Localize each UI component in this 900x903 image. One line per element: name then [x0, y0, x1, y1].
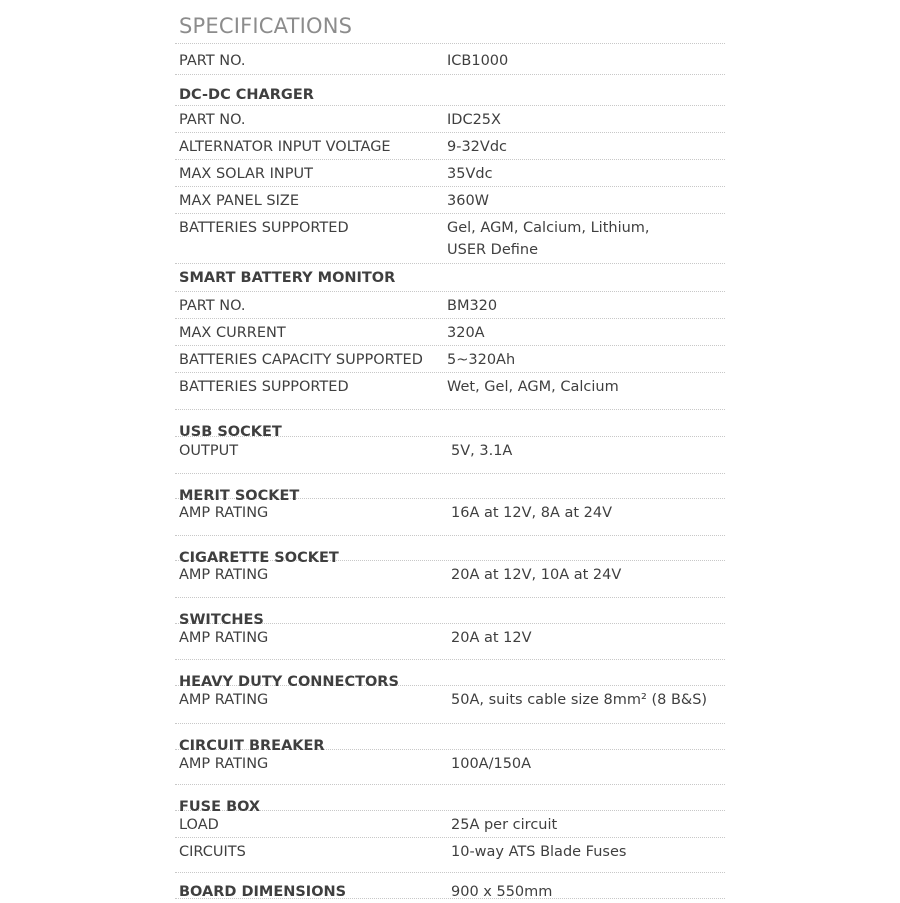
- spec-label: AMP RATING: [179, 692, 269, 708]
- section-heading-row: [175, 660, 725, 690]
- spec-value: 20A at 12V: [451, 630, 532, 646]
- section-heading: CIRCUIT BREAKER: [179, 738, 325, 754]
- spec-value: 100A/150A: [451, 756, 532, 772]
- spec-value: 35Vdc: [447, 166, 493, 182]
- spec-row: [175, 750, 725, 785]
- section-heading-row: [175, 785, 725, 815]
- spec-row: [175, 319, 725, 346]
- section-heading: HEAVY DUTY CONNECTORS: [179, 674, 399, 690]
- spec-value: BM320: [447, 298, 498, 314]
- spec-row: [175, 292, 725, 319]
- section-heading: SWITCHES: [179, 612, 264, 628]
- spec-label: ALTERNATOR INPUT VOLTAGE: [179, 139, 391, 155]
- section-heading: USB SOCKET: [179, 424, 282, 440]
- spec-label: CIRCUITS: [179, 844, 246, 860]
- section-heading-row: [175, 75, 725, 106]
- spec-row: [175, 106, 725, 133]
- spec-row: [175, 187, 725, 214]
- spec-label: PART NO.: [179, 112, 246, 128]
- section-heading: BOARD DIMENSIONS: [179, 884, 347, 900]
- spec-label: MAX SOLAR INPUT: [179, 166, 313, 182]
- spec-row: [175, 561, 725, 598]
- spec-label: AMP RATING: [179, 567, 269, 583]
- section-heading: SMART BATTERY MONITOR: [179, 270, 396, 286]
- spec-value: Wet, Gel, AGM, Calcium: [447, 379, 619, 395]
- spec-value: 320A: [447, 325, 485, 341]
- specifications-title: SPECIFICATIONS: [175, 10, 725, 44]
- spec-rows: [175, 44, 725, 899]
- spec-label: AMP RATING: [179, 756, 269, 772]
- spec-label: LOAD: [179, 817, 219, 833]
- spec-value: 360W: [447, 193, 490, 209]
- spec-label: BATTERIES SUPPORTED: [179, 379, 349, 395]
- spec-label: BATTERIES CAPACITY SUPPORTED: [179, 352, 423, 368]
- spec-row: [175, 160, 725, 187]
- spec-label: OUTPUT: [179, 443, 239, 459]
- spec-label: AMP RATING: [179, 505, 269, 521]
- section-heading-row: [175, 724, 725, 754]
- specifications-sheet: [175, 10, 725, 899]
- spec-value: IDC25X: [447, 112, 501, 128]
- spec-row: [175, 624, 725, 660]
- spec-value: 10-way ATS Blade Fuses: [451, 844, 627, 860]
- spec-value: Gel, AGM, Calcium, Lithium,: [447, 220, 650, 236]
- spec-value: 9-32Vdc: [447, 139, 508, 155]
- section-heading-row: [175, 410, 725, 440]
- section-heading: CIGARETTE SOCKET: [179, 550, 339, 566]
- spec-value: 20A at 12V, 10A at 24V: [451, 567, 622, 583]
- spec-row: [175, 44, 725, 75]
- spec-row: [175, 346, 725, 373]
- section-heading: FUSE BOX: [179, 799, 261, 815]
- spec-label: MAX PANEL SIZE: [179, 193, 299, 209]
- spec-value-continued: USER Define: [447, 242, 538, 258]
- section-heading-row: [175, 474, 725, 504]
- spec-row: [175, 811, 725, 838]
- spec-value: 16A at 12V, 8A at 24V: [451, 505, 613, 521]
- spec-label: PART NO.: [179, 298, 246, 314]
- spec-row: [175, 373, 725, 410]
- spec-value: 900 x 550mm: [451, 884, 553, 900]
- spec-row: [175, 214, 725, 264]
- spec-value: 25A per circuit: [451, 817, 558, 833]
- section-heading: MERIT SOCKET: [179, 488, 300, 504]
- spec-label: PART NO.: [179, 53, 246, 69]
- section-heading-row: [175, 536, 725, 566]
- spec-row: [175, 499, 725, 536]
- spec-row: [175, 437, 725, 474]
- spec-label: BATTERIES SUPPORTED: [179, 220, 349, 236]
- spec-value: 50A, suits cable size 8mm² (8 B&S): [451, 692, 708, 708]
- section-heading-row: [175, 873, 725, 899]
- spec-label: AMP RATING: [179, 630, 269, 646]
- section-heading-row: [175, 264, 725, 292]
- spec-row: [175, 838, 725, 873]
- spec-row: [175, 686, 725, 724]
- spec-value: 5~320Ah: [447, 352, 516, 368]
- spec-row: [175, 133, 725, 160]
- spec-label: MAX CURRENT: [179, 325, 286, 341]
- section-heading-row: [175, 598, 725, 628]
- spec-value: 5V, 3.1A: [451, 443, 513, 459]
- section-heading: DC-DC CHARGER: [179, 87, 314, 103]
- spec-value: ICB1000: [447, 53, 509, 69]
